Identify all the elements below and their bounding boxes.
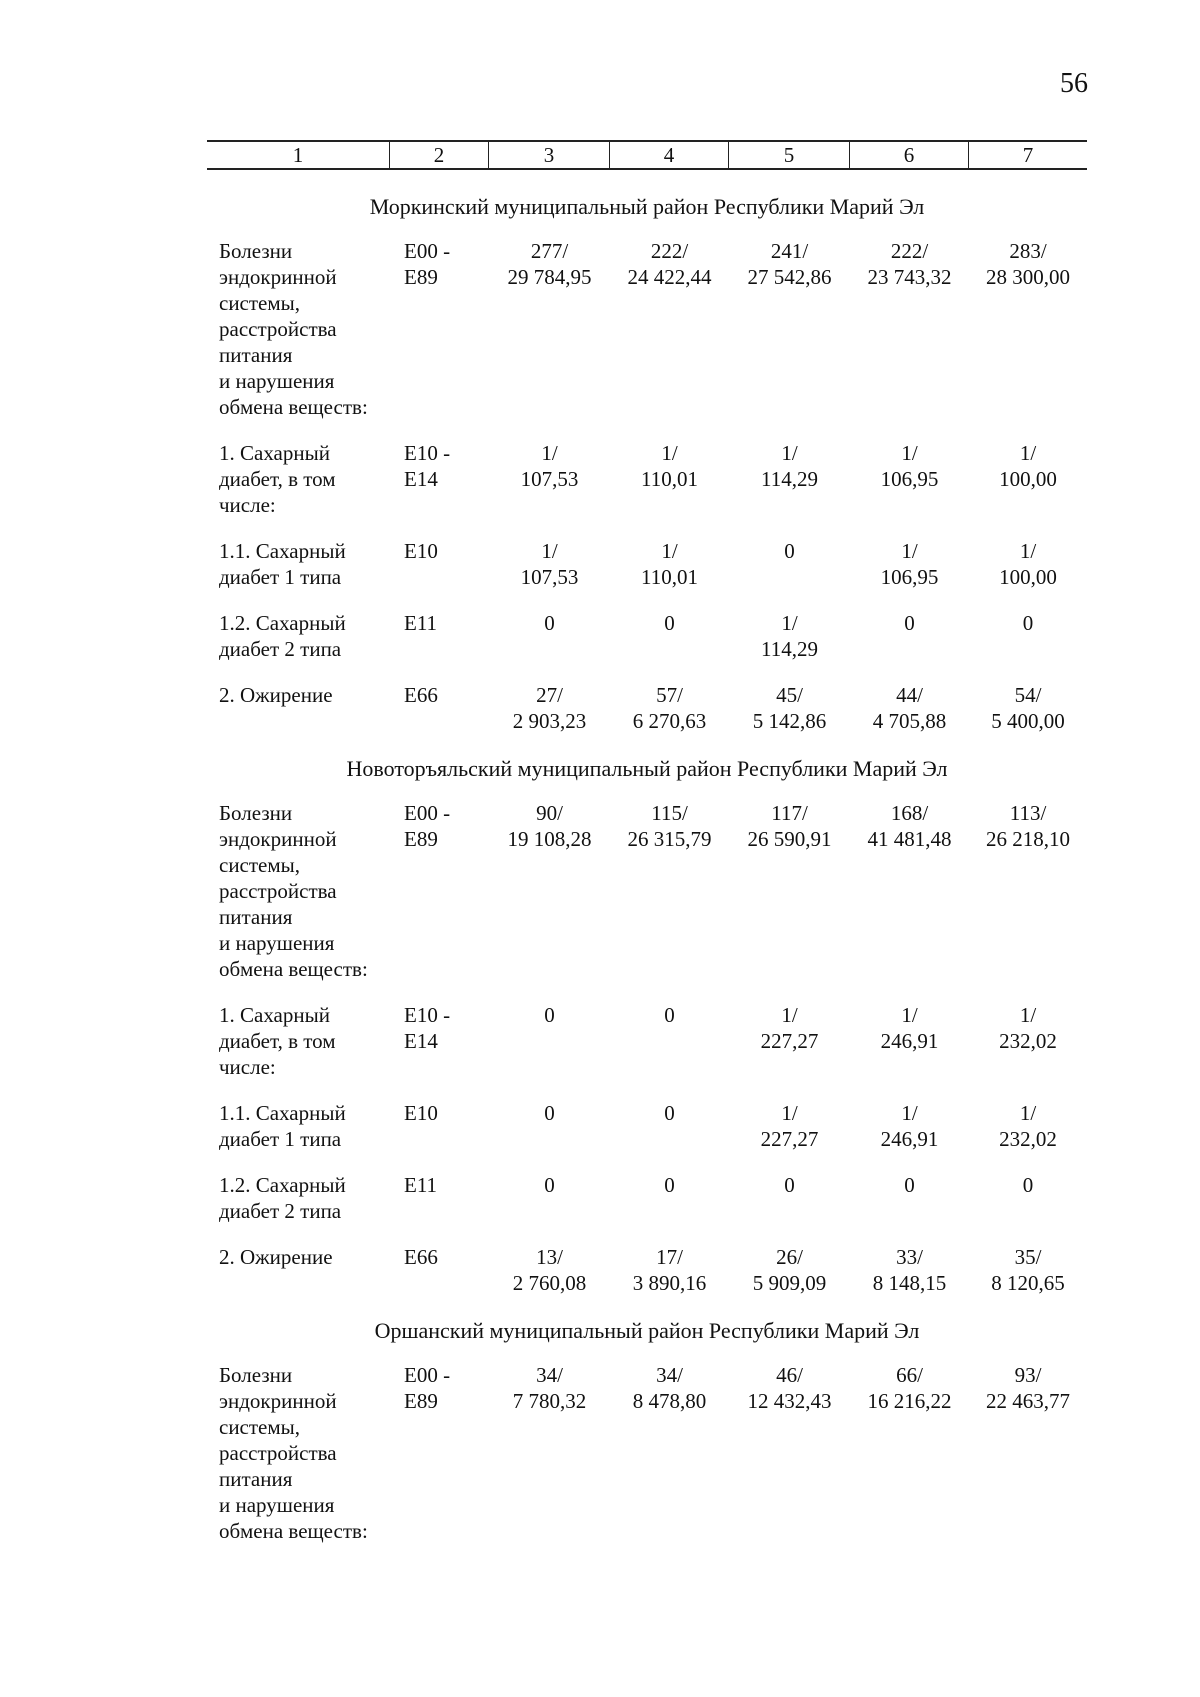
value-cell [610, 238, 729, 420]
value-cell [850, 538, 969, 590]
value-cell [489, 610, 610, 662]
value-cell [489, 800, 610, 982]
icd-code-cell [390, 800, 489, 982]
rate-per-100k: 29 784,95 [507, 265, 592, 289]
disease-name-line: системы, [219, 853, 301, 877]
value-cell [850, 1244, 969, 1296]
value-cell [489, 1244, 610, 1296]
rate-per-100k: 5 142,86 [752, 709, 827, 733]
district-title: Оршанский муниципальный район Республики Марий Эл [374, 1318, 920, 1343]
icd-code-line: E00 - [404, 1363, 451, 1387]
rate-per-100k: 7 780,32 [512, 1389, 587, 1413]
icd-code-line: E89 [404, 1389, 438, 1413]
case-count: 1/ [901, 539, 918, 563]
case-count: 0 [544, 611, 555, 635]
disease-name-line: и нарушения [219, 931, 335, 955]
column-header-5: 5 [729, 142, 850, 168]
table-row [207, 1172, 1087, 1224]
table-row [207, 1362, 1087, 1544]
case-count: 0 [664, 1003, 675, 1027]
value-cell [489, 238, 610, 420]
value-cell [489, 1100, 610, 1152]
value-cell [850, 238, 969, 420]
rate-per-100k: 5 400,00 [991, 709, 1065, 733]
disease-name-line: обмена веществ: [219, 395, 368, 419]
value-cell [729, 610, 850, 662]
value-cell [969, 800, 1087, 982]
rate-per-100k: 41 481,48 [867, 827, 952, 851]
icd-code-cell [390, 238, 489, 420]
disease-name-cell [207, 610, 390, 662]
case-count: 26/ [776, 1245, 803, 1269]
case-count: 222/ [650, 239, 689, 263]
case-count: 90/ [536, 801, 563, 825]
rate-per-100k: 114,29 [761, 637, 818, 661]
disease-name-line: системы, [219, 291, 301, 315]
disease-name-line: диабет, в том [219, 1029, 336, 1053]
table-row [207, 440, 1087, 518]
disease-name-line: диабет 1 типа [219, 1127, 342, 1151]
disease-name-line: питания [219, 343, 293, 367]
value-cell [969, 440, 1087, 518]
value-cell [850, 1100, 969, 1152]
case-count: 115/ [651, 801, 688, 825]
district-section [207, 1316, 1087, 1544]
icd-code-line: E10 [404, 539, 438, 563]
value-cell [729, 238, 850, 420]
disease-name-line: Болезни [219, 239, 293, 263]
value-cell [610, 1244, 729, 1296]
disease-name-cell [207, 538, 390, 590]
value-cell [969, 1362, 1087, 1544]
value-cell [610, 800, 729, 982]
value-cell [969, 682, 1087, 734]
table-row [207, 800, 1087, 982]
case-count: 13/ [536, 1245, 563, 1269]
disease-name-cell [207, 1362, 390, 1544]
case-count: 1/ [1019, 1101, 1037, 1125]
case-count: 1/ [1019, 1003, 1037, 1027]
disease-name-line: диабет 1 типа [219, 565, 342, 589]
case-count: 66/ [896, 1363, 923, 1387]
case-count: 33/ [896, 1245, 923, 1269]
case-count: 34/ [656, 1363, 683, 1387]
rate-per-100k: 8 120,65 [991, 1271, 1065, 1295]
case-count: 0 [544, 1003, 555, 1027]
value-cell [729, 1002, 850, 1080]
case-count: 34/ [536, 1363, 563, 1387]
disease-name-line: 1. Сахарный [219, 1003, 330, 1027]
rate-per-100k: 227,27 [760, 1127, 819, 1151]
value-cell [489, 1362, 610, 1544]
value-cell [610, 1002, 729, 1080]
disease-name-line: системы, [219, 1415, 301, 1439]
case-count: 1/ [1019, 539, 1037, 563]
table-row [207, 1100, 1087, 1152]
rate-per-100k: 110,01 [641, 467, 698, 491]
case-count: 1/ [901, 441, 918, 465]
disease-name-line: расстройства [219, 879, 337, 903]
icd-code-cell [390, 440, 489, 518]
value-cell [489, 538, 610, 590]
disease-name-cell [207, 440, 390, 518]
value-cell [969, 1002, 1087, 1080]
rate-per-100k: 246,91 [880, 1127, 939, 1151]
icd-code-cell [390, 1244, 489, 1296]
disease-name-cell [207, 682, 390, 734]
value-cell [489, 1172, 610, 1224]
case-count: 0 [904, 1173, 915, 1197]
case-count: 222/ [890, 239, 929, 263]
icd-code-cell [390, 538, 489, 590]
column-number-header [207, 140, 1087, 170]
column-header-7: 7 [1022, 143, 1034, 167]
rate-per-100k: 100,00 [999, 565, 1057, 589]
case-count: 1/ [661, 539, 678, 563]
rate-per-100k: 2 760,08 [512, 1271, 587, 1295]
disease-name-line: обмена веществ: [219, 1519, 368, 1543]
disease-name-cell [207, 1172, 390, 1224]
disease-name-line: 1.2. Сахарный [219, 611, 346, 635]
case-count: 283/ [1009, 239, 1047, 263]
disease-name-line: 2. Ожирение [219, 1245, 333, 1269]
case-count: 1/ [901, 1003, 918, 1027]
case-count: 57/ [656, 683, 683, 707]
disease-name-line: эндокринной [219, 265, 337, 289]
rate-per-100k: 27 542,86 [747, 265, 832, 289]
case-count: 45/ [776, 683, 803, 707]
rate-per-100k: 232,02 [999, 1029, 1057, 1053]
rate-per-100k: 26 590,91 [747, 827, 832, 851]
district-title: Новоторъяльский муниципальный район Республики Марий Эл [346, 756, 948, 781]
disease-name-cell [207, 800, 390, 982]
case-count: 1/ [541, 441, 558, 465]
value-cell [850, 440, 969, 518]
value-cell [850, 800, 969, 982]
icd-code-line: E14 [404, 1029, 438, 1053]
rate-per-100k: 114,29 [761, 467, 818, 491]
icd-code-cell [390, 1002, 489, 1080]
case-count: 17/ [656, 1245, 683, 1269]
rate-per-100k: 100,00 [999, 467, 1057, 491]
table-row [207, 1244, 1087, 1296]
case-count: 241/ [770, 239, 809, 263]
disease-name-line: расстройства [219, 1441, 337, 1465]
disease-name-cell [207, 238, 390, 420]
rate-per-100k: 6 270,63 [632, 709, 707, 733]
icd-code-line: E11 [404, 1173, 438, 1197]
icd-code-line: E14 [404, 467, 438, 491]
icd-code-cell [390, 1172, 489, 1224]
icd-code-line: E89 [404, 827, 438, 851]
icd-code-line: E00 - [404, 801, 451, 825]
value-cell [610, 1362, 729, 1544]
case-count: 1/ [781, 611, 798, 635]
rate-per-100k: 106,95 [880, 565, 939, 589]
rate-per-100k: 227,27 [760, 1029, 819, 1053]
icd-code-line: E10 [404, 1101, 438, 1125]
disease-name-line: диабет 2 типа [219, 637, 342, 661]
value-cell [969, 1172, 1087, 1224]
case-count: 1/ [1019, 441, 1037, 465]
disease-name-line: числе: [219, 493, 276, 517]
district-section [207, 754, 1087, 1296]
icd-code-cell [390, 610, 489, 662]
value-cell [729, 1100, 850, 1152]
case-count: 35/ [1014, 1245, 1042, 1269]
case-count: 0 [784, 539, 795, 563]
icd-code-cell [390, 1100, 489, 1152]
rate-per-100k: 8 148,15 [872, 1271, 947, 1295]
value-cell [489, 440, 610, 518]
column-header-6: 6 [850, 142, 969, 168]
disease-name-line: 1. Сахарный [219, 441, 330, 465]
case-count: 0 [1022, 611, 1034, 635]
table-row [207, 538, 1087, 590]
icd-code-line: E10 - [404, 1003, 451, 1027]
case-count: 46/ [776, 1363, 803, 1387]
rate-per-100k: 8 478,80 [632, 1389, 707, 1413]
case-count: 1/ [781, 441, 798, 465]
disease-name-line: эндокринной [219, 1389, 337, 1413]
case-count: 0 [664, 1173, 675, 1197]
value-cell [850, 1172, 969, 1224]
rate-per-100k: 23 743,32 [867, 265, 952, 289]
value-cell [729, 440, 850, 518]
rate-per-100k: 12 432,43 [747, 1389, 832, 1413]
disease-name-line: 1.1. Сахарный [219, 1101, 346, 1125]
case-count: 0 [544, 1101, 555, 1125]
case-count: 1/ [901, 1101, 918, 1125]
value-cell [610, 682, 729, 734]
value-cell [729, 538, 850, 590]
value-cell [610, 440, 729, 518]
table-row [207, 682, 1087, 734]
disease-name-line: Болезни [219, 1363, 293, 1387]
rate-per-100k: 28 300,00 [986, 265, 1070, 289]
page-number: 56 [1060, 68, 1088, 99]
value-cell [969, 238, 1087, 420]
value-cell [610, 610, 729, 662]
case-count: 0 [784, 1173, 795, 1197]
rate-per-100k: 24 422,44 [627, 265, 712, 289]
disease-name-line: 1.1. Сахарный [219, 539, 346, 563]
case-count: 0 [904, 611, 915, 635]
value-cell [489, 682, 610, 734]
rate-per-100k: 26 315,79 [627, 827, 712, 851]
disease-name-cell [207, 1244, 390, 1296]
rate-per-100k: 107,53 [520, 467, 579, 491]
column-header-1: 1 [207, 142, 390, 168]
case-count: 1/ [541, 539, 558, 563]
column-header-2: 2 [390, 142, 489, 168]
value-cell [610, 538, 729, 590]
disease-name-line: расстройства [219, 317, 337, 341]
rate-per-100k: 19 108,28 [507, 827, 592, 851]
value-cell [850, 610, 969, 662]
case-count: 1/ [661, 441, 678, 465]
rate-per-100k: 16 216,22 [867, 1389, 952, 1413]
table-row [207, 238, 1087, 420]
value-cell [729, 1244, 850, 1296]
case-count: 93/ [1014, 1363, 1042, 1387]
rate-per-100k: 232,02 [999, 1127, 1057, 1151]
case-count: 54/ [1014, 683, 1042, 707]
value-cell [729, 800, 850, 982]
table-row [207, 610, 1087, 662]
rate-per-100k: 5 909,09 [752, 1271, 827, 1295]
case-count: 0 [664, 611, 675, 635]
disease-name-line: числе: [219, 1055, 276, 1079]
value-cell [850, 1002, 969, 1080]
disease-name-line: диабет, в том [219, 467, 336, 491]
icd-code-line: E11 [404, 611, 438, 635]
rate-per-100k: 3 890,16 [632, 1271, 707, 1295]
value-cell [729, 682, 850, 734]
value-cell [610, 1100, 729, 1152]
disease-name-line: и нарушения [219, 369, 335, 393]
disease-name-cell [207, 1002, 390, 1080]
value-cell [610, 1172, 729, 1224]
table-row [207, 1002, 1087, 1080]
table-body [207, 192, 1087, 1564]
disease-name-line: 2. Ожирение [219, 683, 333, 707]
disease-name-line: Болезни [219, 801, 293, 825]
case-count: 0 [664, 1101, 675, 1125]
disease-name-line: диабет 2 типа [219, 1199, 342, 1223]
value-cell [850, 682, 969, 734]
value-cell [969, 610, 1087, 662]
value-cell [969, 1100, 1087, 1152]
icd-code-line: E10 - [404, 441, 451, 465]
case-count: 113/ [1009, 801, 1047, 825]
rate-per-100k: 2 903,23 [512, 709, 587, 733]
rate-per-100k: 22 463,77 [986, 1389, 1070, 1413]
case-count: 277/ [530, 239, 569, 263]
rate-per-100k: 110,01 [641, 565, 698, 589]
district-title: Моркинский муниципальный район Республики Марий Эл [369, 194, 925, 219]
rate-per-100k: 107,53 [520, 565, 579, 589]
disease-name-line: питания [219, 905, 293, 929]
value-cell [850, 1362, 969, 1544]
column-header-3: 3 [489, 142, 610, 168]
disease-name-line: эндокринной [219, 827, 337, 851]
column-header-4: 4 [610, 142, 729, 168]
icd-code-line: E66 [404, 683, 438, 707]
rate-per-100k: 26 218,10 [986, 827, 1070, 851]
icd-code-line: E89 [404, 265, 438, 289]
rate-per-100k: 246,91 [880, 1029, 939, 1053]
case-count: 1/ [781, 1101, 798, 1125]
value-cell [489, 1002, 610, 1080]
case-count: 168/ [890, 801, 929, 825]
case-count: 0 [1022, 1173, 1034, 1197]
value-cell [729, 1172, 850, 1224]
case-count: 117/ [771, 801, 808, 825]
disease-name-line: 1.2. Сахарный [219, 1173, 346, 1197]
case-count: 27/ [536, 683, 563, 707]
disease-name-line: и нарушения [219, 1493, 335, 1517]
disease-name-cell [207, 1100, 390, 1152]
case-count: 44/ [896, 683, 923, 707]
icd-code-cell [390, 682, 489, 734]
case-count: 0 [544, 1173, 555, 1197]
rate-per-100k: 106,95 [880, 467, 939, 491]
value-cell [729, 1362, 850, 1544]
value-cell [969, 538, 1087, 590]
icd-code-line: E00 - [404, 239, 451, 263]
value-cell [969, 1244, 1087, 1296]
icd-code-line: E66 [404, 1245, 438, 1269]
case-count: 1/ [781, 1003, 798, 1027]
icd-code-cell [390, 1362, 489, 1544]
disease-name-line: обмена веществ: [219, 957, 368, 981]
district-section [207, 192, 1087, 734]
rate-per-100k: 4 705,88 [872, 709, 947, 733]
disease-name-line: питания [219, 1467, 293, 1491]
